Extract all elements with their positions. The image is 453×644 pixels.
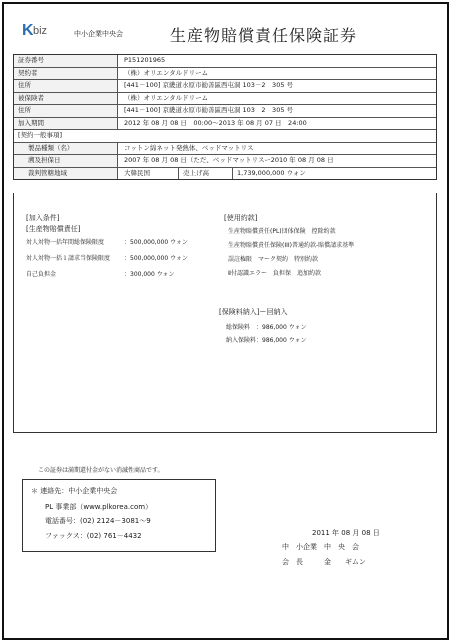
contact-box (22, 479, 216, 552)
conditions-heading: [加入条件] (26, 214, 60, 222)
jurisdiction-label: 裁判管轄地域 (14, 168, 118, 180)
table-row (14, 80, 436, 93)
policy-no-value: P151201965 (124, 56, 166, 64)
sales-label: 売上げ高 (178, 168, 233, 180)
insured-addr-label: 住所 (14, 105, 118, 117)
jurisdiction-value: 大韓民国 (124, 168, 150, 177)
insured-value: （株）オリエンタルドリーム (124, 93, 209, 102)
kbiz-logo (22, 22, 66, 44)
logo-biz: biz (33, 25, 48, 37)
contractor-addr-label: 住所 (14, 80, 118, 92)
table-row (14, 93, 436, 106)
issuer-chair: 会 長 金 ギムン (282, 558, 366, 566)
issuer-org: 中 小企業 中 央 会 (282, 543, 359, 551)
condition-label: 対人対物一括年間総保険限度 (26, 239, 105, 246)
contractor-value: （株）オリエンタルドリーム (124, 68, 209, 77)
general-heading: [契約一般事項] (18, 131, 63, 139)
contractor-addr-value: [441－100] 京畿道水原市勧善區西屯洞 103－2 305 号 (124, 81, 294, 89)
table-row (14, 105, 436, 118)
product-label: 製品種類（名） (14, 143, 118, 155)
condition-label: 自己負担金 (26, 271, 57, 278)
insured-addr-value: [441－100] 京畿道水原市勧善區西屯洞 103 2 305 号 (124, 106, 294, 114)
product-value: コットン綿ネット発熱体、ベッドマットリス (124, 143, 254, 152)
conditions-section (13, 193, 437, 433)
org-name: 中小企業中央会 (74, 30, 123, 38)
contractor-label: 契約者 (14, 68, 118, 80)
retro-value: 2007 年 08 月 08 日（ただ、ベッドマットリスー2010 年 08 月 08 日 (124, 156, 334, 164)
issue-date: 2011 年 08 月 08 日 (312, 529, 380, 537)
table-row (14, 143, 436, 156)
premium-heading: [保険料納入]ー回納入 (219, 308, 288, 316)
contact-line: ファックス：(02) 761－4432 (45, 532, 142, 540)
condition-value: ：300,000 ウォン (124, 271, 175, 278)
clause-item: 誤註権限 マーク契約 特別約款 (228, 256, 319, 263)
condition-value: ：500,000,000 ウォン (124, 239, 188, 246)
table-row (14, 118, 436, 131)
table-row (14, 155, 436, 168)
contact-line: 電話番号：(02) 2124－3081～9 (45, 517, 151, 525)
premium-total: 総保険料 ：986,000 ウォン (226, 324, 307, 331)
clause-item: 生産物賠償責任保険(III)普通約款-賠償請求基準 (228, 242, 355, 249)
conditions-sub: [生産物賠償責任] (26, 225, 81, 233)
table-row (14, 130, 436, 143)
period-value: 2012 年 08 月 08 日 00:00～2013 年 08 月 07 日 24:00 (124, 118, 307, 127)
clause-item: 生産物賠償責任(PL)団体保険 控除約款 (228, 228, 336, 235)
condition-label: 対人対物一括１請求当保険限度 (26, 255, 111, 262)
table-row (14, 168, 436, 180)
document-title: 生産物賠償責任保険証券 (170, 26, 358, 45)
sales-value: 1,739,000,000 ウォン (232, 168, 306, 180)
policy-table (13, 54, 437, 180)
clause-item: Ⅱ付認識エラー 負担保 追加約款 (228, 270, 321, 277)
period-label: 加入期間 (14, 118, 118, 130)
policy-no-label: 証券番号 (14, 55, 118, 67)
contact-line: ＊ 連絡先：中小企業中央会 (31, 487, 118, 495)
condition-value: ：500,000,000 ウォン (124, 255, 188, 262)
clauses-heading: [使用約款] (224, 214, 258, 222)
table-row (14, 55, 436, 68)
logo-k: K (22, 22, 34, 39)
premium-paid: 納入保険料：986,000 ウォン (226, 337, 307, 344)
table-row (14, 68, 436, 81)
contact-line: PL 事業部（www.plkorea.com） (45, 503, 153, 511)
maturity-note: この証券は満期還付金がない消滅性商品です。 (38, 467, 164, 474)
retro-label: 溯及担保日 (14, 155, 118, 167)
insured-label: 被保険者 (14, 93, 118, 105)
